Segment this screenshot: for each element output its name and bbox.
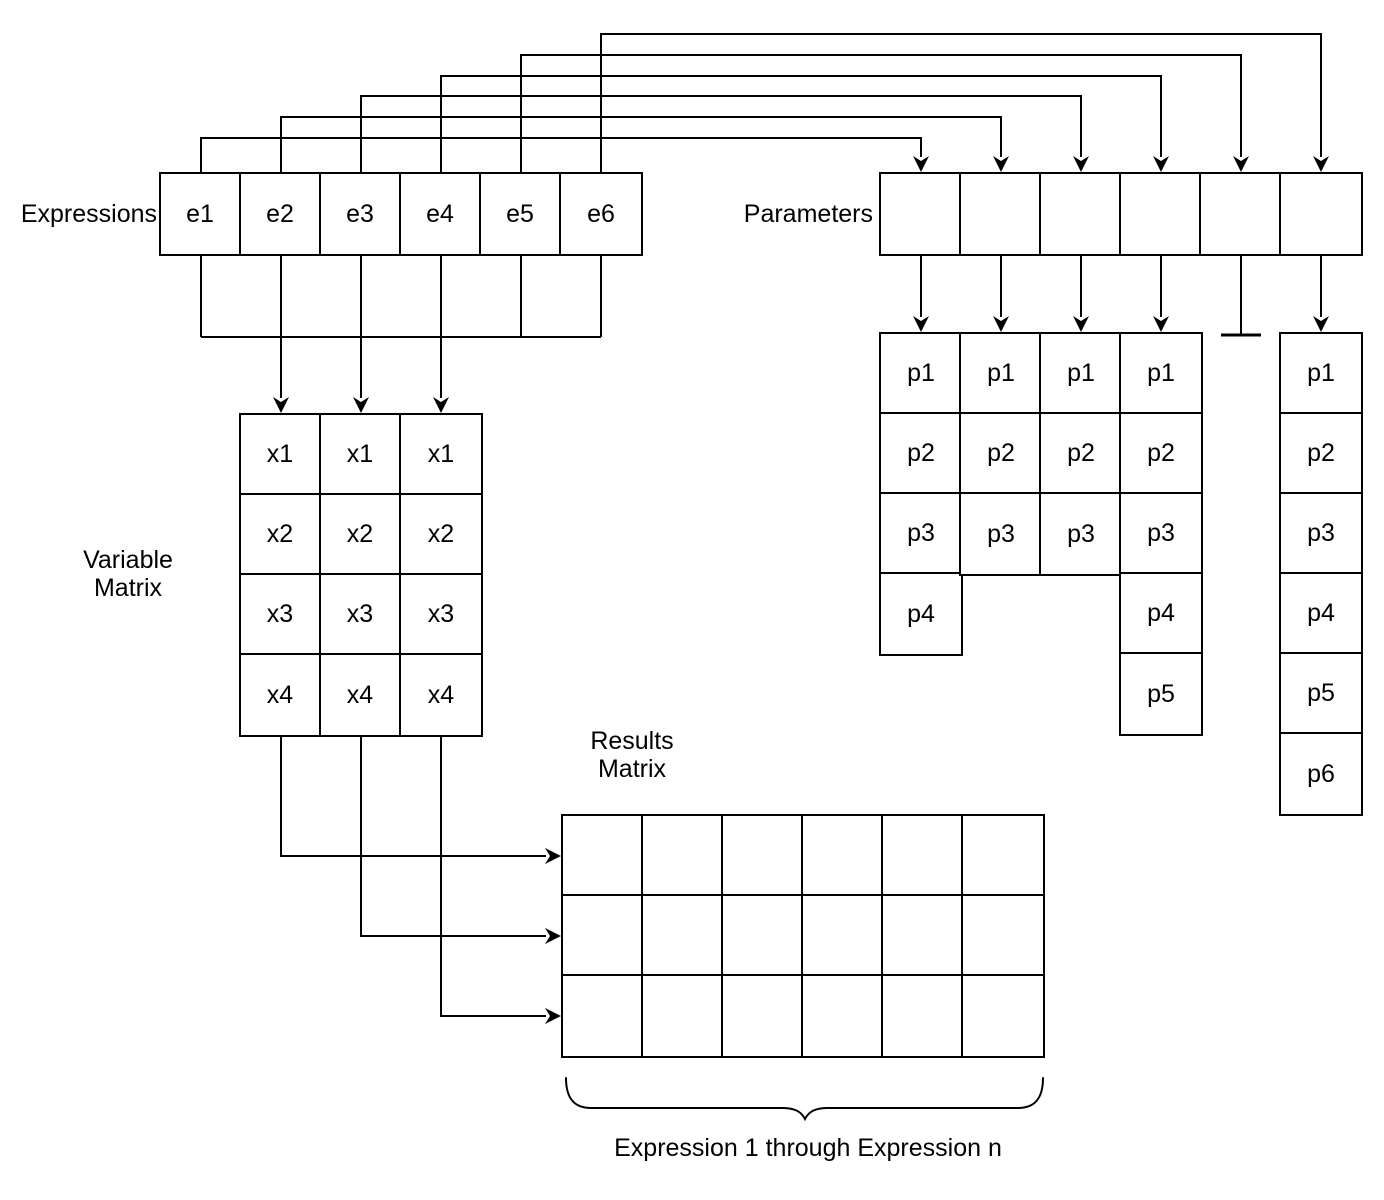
param-value-cell: p1 (881, 334, 961, 414)
results-brace (566, 1078, 1043, 1119)
result-cell (883, 896, 963, 976)
result-cell (963, 816, 1043, 896)
parameter-slot-5 (1201, 174, 1281, 254)
variable-cell: x3 (241, 575, 321, 655)
param-value-cell: p2 (881, 414, 961, 494)
arrow-e2-to-param2 (281, 117, 1001, 172)
parameter-row-to-column-arrows (913, 256, 1329, 335)
arrow-varcol2-to-resultrow2 (361, 735, 546, 936)
param-value-cell: p1 (1121, 334, 1201, 414)
arrowhead-resultrow2 (545, 928, 561, 944)
parameter-column-1 (879, 332, 963, 656)
arrowhead-col2 (993, 316, 1009, 332)
variable-matrix-label (38, 546, 218, 602)
parameter-slot-4 (1121, 174, 1201, 254)
result-cell (883, 976, 963, 1056)
result-cell (963, 976, 1043, 1056)
parameter-column-3 (1039, 332, 1123, 576)
arrowhead-param6 (1313, 156, 1329, 172)
parameters-label: Parameters (743, 200, 873, 228)
variable-cell: x3 (321, 575, 401, 655)
bottom-annotation: Expression 1 through Expression n (614, 1134, 1002, 1162)
arrowhead-param4 (1153, 156, 1169, 172)
result-cell (723, 896, 803, 976)
result-cell (643, 896, 723, 976)
parameters-row (879, 172, 1363, 256)
arrowhead-varcol3 (433, 397, 449, 413)
variable-cell: x4 (241, 655, 321, 735)
variable-cell: x2 (401, 495, 481, 575)
arrow-e5-to-param5 (521, 55, 1241, 172)
arrow-varcol1-to-resultrow1 (281, 735, 546, 856)
parameter-slot-3 (1041, 174, 1121, 254)
variable-to-results-arrows (281, 735, 561, 1024)
param-value-cell: p6 (1281, 734, 1361, 814)
parameter-slot-2 (961, 174, 1041, 254)
expressions-row (159, 172, 643, 256)
arrow-e1-to-param1 (201, 138, 921, 172)
arrowhead-param2 (993, 156, 1009, 172)
param-value-cell: p1 (1281, 334, 1361, 414)
arrowhead-varcol1 (273, 397, 289, 413)
param-value-cell: p3 (1041, 494, 1121, 574)
parameter-slot-1 (881, 174, 961, 254)
variable-cell: x2 (241, 495, 321, 575)
result-cell (803, 896, 883, 976)
param-value-cell: p4 (1121, 574, 1201, 654)
variable-cell: x1 (401, 415, 481, 495)
parameter-column-4 (1119, 332, 1203, 736)
param-value-cell: p2 (961, 414, 1041, 494)
result-cell (723, 976, 803, 1056)
parameter-column-6 (1279, 332, 1363, 816)
result-cell (803, 816, 883, 896)
expression-cell-e6: e6 (561, 174, 641, 254)
result-cell (723, 816, 803, 896)
param-value-cell: p1 (961, 334, 1041, 414)
expression-cell-e4: e4 (401, 174, 481, 254)
results-matrix-label-line2: Matrix (597, 755, 667, 783)
variable-matrix-label-line1: Variable (83, 546, 173, 574)
param-value-cell: p5 (1121, 654, 1201, 734)
param-value-cell: p3 (1281, 494, 1361, 574)
variable-cell: x3 (401, 575, 481, 655)
arrowhead-col1 (913, 316, 929, 332)
results-matrix (561, 814, 1045, 1058)
arrowhead-varcol2 (353, 397, 369, 413)
results-matrix-label (542, 727, 722, 783)
result-cell (563, 976, 643, 1056)
expression-cell-e1: e1 (161, 174, 241, 254)
arrowhead-col6 (1313, 316, 1329, 332)
param-value-cell: p3 (1121, 494, 1201, 574)
variable-cell: x1 (321, 415, 401, 495)
result-cell (643, 976, 723, 1056)
param-value-cell: p4 (881, 574, 961, 654)
arrow-e3-to-param3 (361, 96, 1081, 172)
variable-cell: x4 (401, 655, 481, 735)
variable-cell: x2 (321, 495, 401, 575)
variable-cell: x1 (241, 415, 321, 495)
arrowhead-col4 (1153, 316, 1169, 332)
variable-matrix (239, 413, 483, 737)
param-value-cell: p4 (1281, 574, 1361, 654)
expression-cell-e3: e3 (321, 174, 401, 254)
parameter-column-2 (959, 332, 1043, 576)
result-cell (563, 896, 643, 976)
arrowhead-col3 (1073, 316, 1089, 332)
results-matrix-label-line1: Results (590, 727, 674, 755)
arrowhead-resultrow3 (545, 1008, 561, 1024)
arrowhead-param5 (1233, 156, 1249, 172)
arrow-varcol3-to-resultrow3 (441, 735, 546, 1016)
param-value-cell: p2 (1281, 414, 1361, 494)
arrowhead-param3 (1073, 156, 1089, 172)
variable-matrix-label-line2: Matrix (93, 574, 163, 602)
result-cell (643, 816, 723, 896)
result-cell (563, 816, 643, 896)
arrowhead-param1 (913, 156, 929, 172)
param-value-cell: p5 (1281, 654, 1361, 734)
param-value-cell: p3 (881, 494, 961, 574)
param-value-cell: p2 (1041, 414, 1121, 494)
expression-cell-e5: e5 (481, 174, 561, 254)
result-cell (883, 816, 963, 896)
expressions-label: Expressions (20, 200, 157, 228)
expression-to-parameter-arrows (201, 34, 1329, 172)
expressions-to-variable-bus (201, 256, 601, 413)
param-value-cell: p1 (1041, 334, 1121, 414)
param-value-cell: p2 (1121, 414, 1201, 494)
expression-cell-e2: e2 (241, 174, 321, 254)
result-cell (963, 896, 1043, 976)
arrowhead-resultrow1 (545, 848, 561, 864)
result-cell (803, 976, 883, 1056)
param-value-cell: p3 (961, 494, 1041, 574)
arrow-e4-to-param4 (441, 76, 1161, 172)
variable-cell: x4 (321, 655, 401, 735)
parameter-slot-6 (1281, 174, 1361, 254)
